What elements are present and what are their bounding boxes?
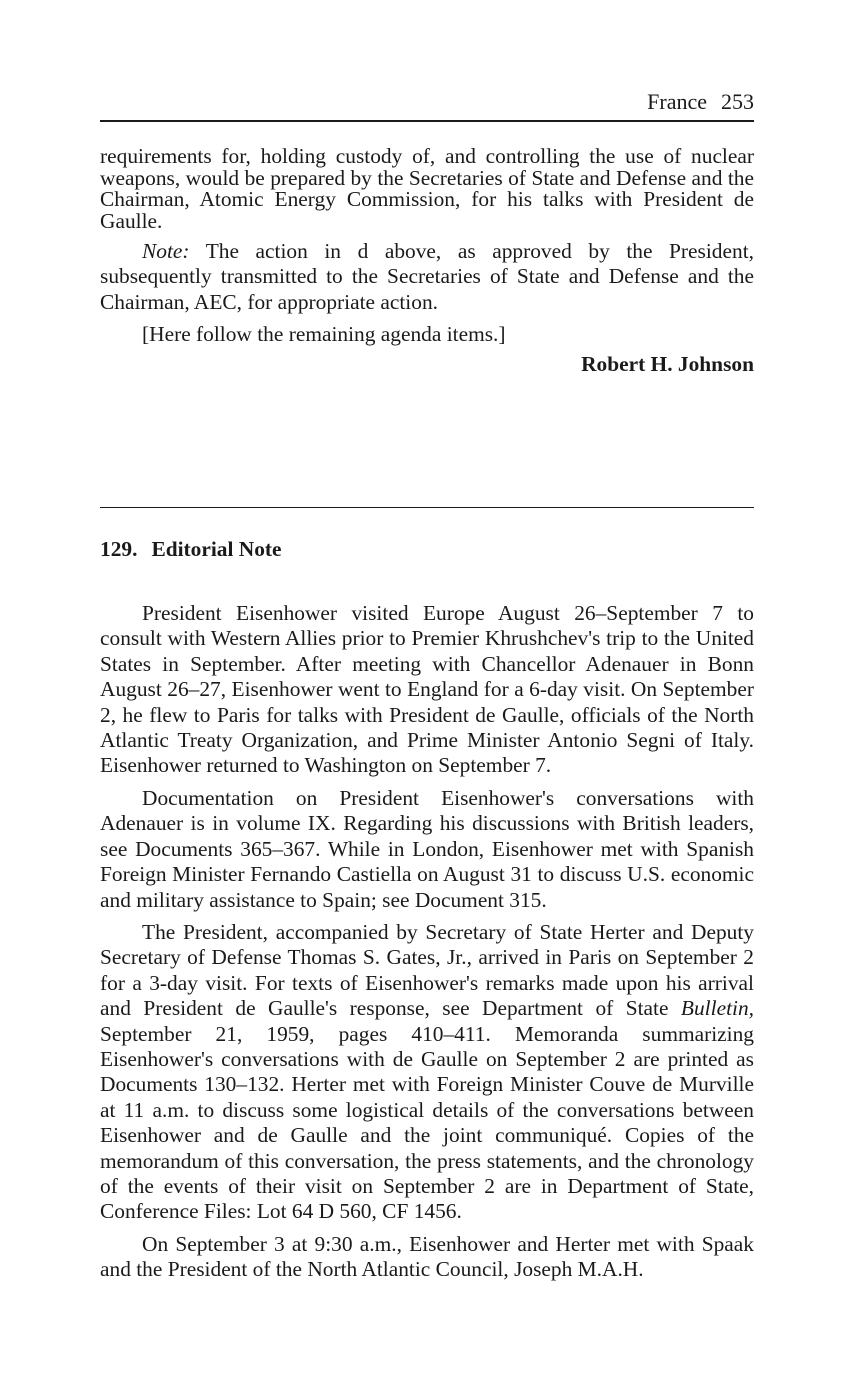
carryover-paragraph: requirements for, holding custody of, and controlling the use of nuclear weapons, would be prepared by the Secretaries of State and Defense and the Chairman, Atomic Energy Commission, for his talks with President de Gaulle.: [100, 144, 754, 233]
signature: Robert H. Johnson: [581, 351, 754, 376]
editorial-paragraph-4: On September 3 at 9:30 a.m., Eisenhower and Herter met with Spaak and the President of the North Atlantic Council, Joseph M.A.H.: [100, 1231, 754, 1282]
section-heading: [100, 536, 754, 562]
paragraph-3-text-after: September 21, 1959, pages 410–411. Memoranda summarizing Eisenhower's conversations with de Gaulle on September 2 are printed as Documents 130–132. Herter met with Foreign Minister Couve de Murville at 11 a.m. to discuss some logistical details of the conversations between Eisenhower and de Gaulle and the joint communiqué. Copies of the memorandum of this conversation, the press statements, and the chronology of the events of their visit on September 2 are in Department of State, Conference Files: Lot 64 D 560, CF 1456.: [100, 1021, 754, 1224]
section-title: Editorial Note: [151, 537, 282, 562]
bulletin-title: Bulletin,: [680, 996, 754, 1021]
running-head-section: France: [647, 89, 707, 114]
section-number: 129.: [100, 537, 138, 562]
note-text: The action in d above, as approved by the President, subsequently transmitted to the Secretaries of State and Defense and the Chairman, AEC, for appropriate action.: [100, 239, 754, 314]
document-page: [100, 88, 754, 1283]
paragraph-3-text-before: The President, accompanied by Secretary of State Herter and Deputy Secretary of Defense Thomas S. Gates, Jr., arrived in Paris on September 2 for a 3-day visit. For texts of Eisenhower's remarks made upon his arrival and President de Gaulle's response, see Department of State: [100, 919, 754, 1021]
header-rule: [100, 120, 754, 122]
page-number: 253: [721, 89, 754, 114]
bracket-note: [Here follow the remaining agenda items.]: [142, 322, 506, 347]
editorial-paragraph-3: [100, 920, 754, 1225]
note-label: Note:: [142, 239, 190, 263]
editorial-paragraph-1: President Eisenhower visited Europe August 26–September 7 to consult with Western Allies prior to Premier Khrushchev's trip to the United States in September. After meeting with Chancellor Adenauer in Bonn August 26–27, Eisenhower went to England for a 6-day visit. On September 2, he flew to Paris for talks with President de Gaulle, officials of the North Atlantic Treaty Organization, and Prime Minister Antonio Segni of Italy. Eisenhower returned to Washington on September 7.: [100, 601, 754, 778]
note-paragraph: [100, 239, 754, 315]
editorial-paragraph-2: Documentation on President Eisenhower's conversations with Adenauer is in volume IX. Regarding his discussions with British leaders, see Documents 365–367. While in London, Eisenhower met with Spanish Foreign Minister Fernando Castiella on August 31 to discuss U.S. economic and military assistance to Spain; see Document 315.: [100, 785, 754, 912]
running-head: [100, 88, 754, 120]
section-divider-rule: [100, 507, 754, 508]
